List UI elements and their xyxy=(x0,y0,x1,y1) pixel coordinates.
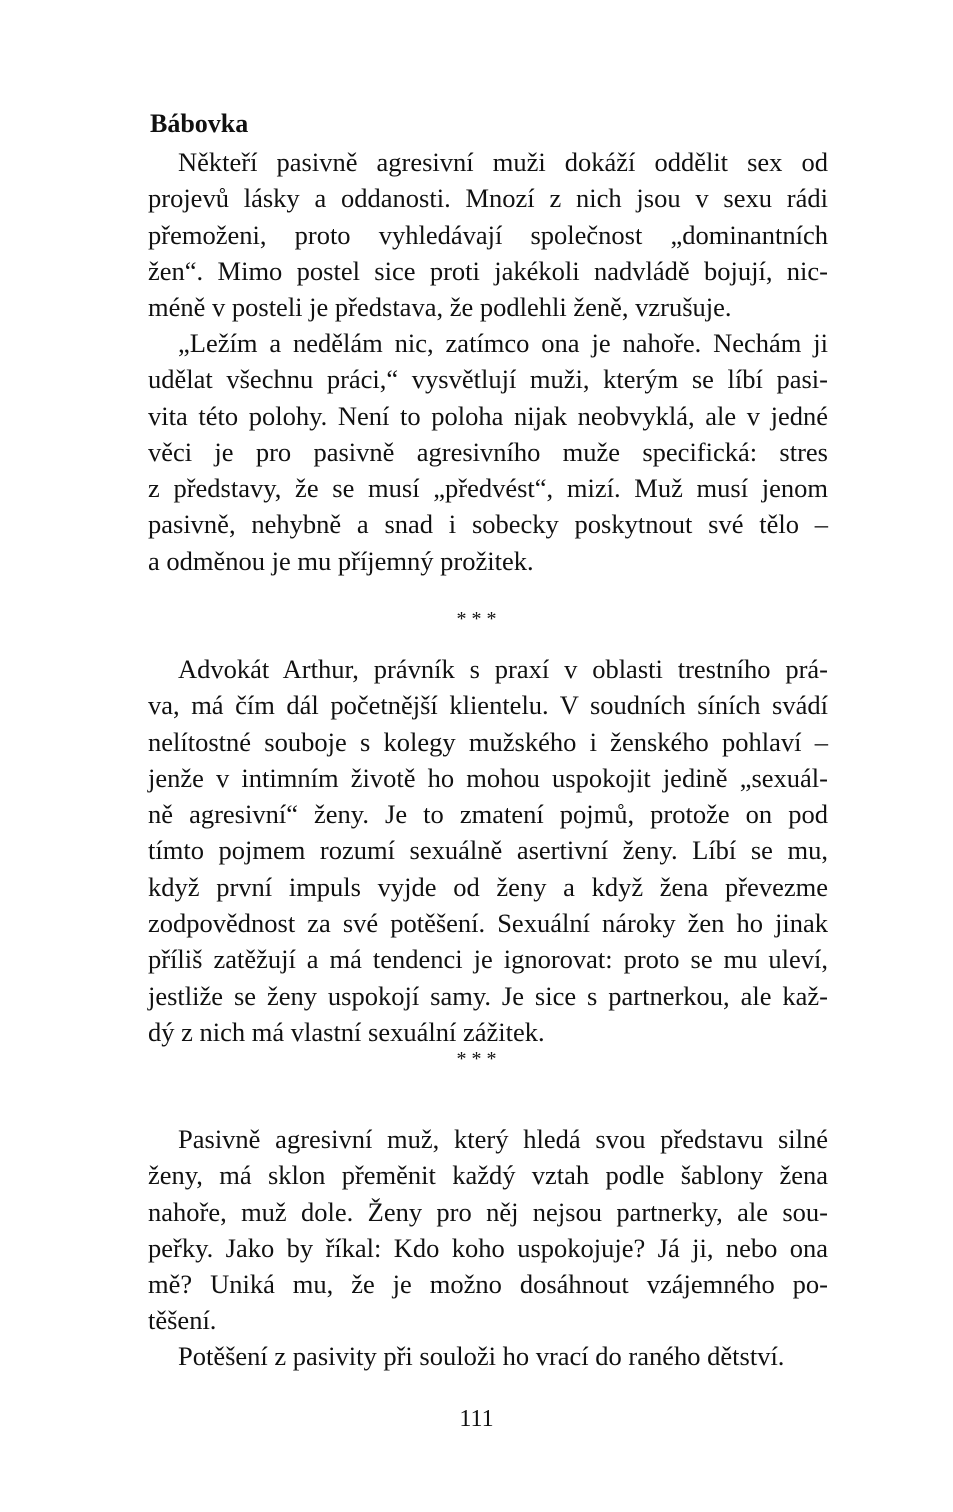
text-line: a odměnou je mu příjemný prožitek. xyxy=(148,545,534,576)
text-line: projevů lásky a oddanosti. Mnozí z nich jsou v sexu rádi xyxy=(148,183,828,214)
paragraph xyxy=(148,1338,828,1374)
text-line: přemoženi, proto vyhledávají společnost „dominantních xyxy=(148,219,828,250)
text-line: dý z nich má vlastní sexuální zážitek. xyxy=(148,1016,545,1047)
text-line: udělat všechnu práci,“ vysvětlují muži, kterým se líbí pasi- xyxy=(148,364,828,395)
paragraph xyxy=(148,1121,828,1339)
paragraph xyxy=(148,144,828,325)
text-line: ženy, má sklon přeměnit každý vztah podle šablony žena xyxy=(148,1160,828,1191)
text-line: jenže v intimním životě ho mohou uspokojit jedině „sexuál- xyxy=(148,762,828,793)
section-heading: Bábovka xyxy=(150,109,249,138)
text-line: příliš zatěžují a má tendenci je ignorovat: proto se mu uleví, xyxy=(148,944,828,975)
text-line: „Ležím a nedělám nic, zatímco ona je nahoře. Nechám ji xyxy=(178,328,828,358)
text-line: Pasivně agresivní muž, který hledá svou představu silné xyxy=(178,1124,828,1154)
paragraph xyxy=(148,325,828,579)
text-line: zodpovědnost za své potěšení. Sexuální nároky žen ho jinak xyxy=(148,908,828,939)
text-line: vita této polohy. Není to poloha nijak neobvyklá, ale v jedné xyxy=(148,400,828,431)
text-line: tímto pojmem rozumí sexuálně asertivní ženy. Líbí se mu, xyxy=(148,835,828,866)
text-line: nahoře, muž dole. Ženy pro něj nejsou partnerky, ale sou- xyxy=(148,1196,828,1227)
text-line: peřky. Jako by říkal: Kdo koho uspokojuje? Já ji, nebo ona xyxy=(148,1232,828,1263)
text-line: ně agresivní“ ženy. Je to zmatení pojmů, protože on pod xyxy=(148,799,828,830)
text-line: těšení. xyxy=(148,1305,217,1336)
text-line: mě? Uniká mu, že je možno dosáhnout vzájemného po- xyxy=(148,1269,828,1300)
text-line: jestliže se ženy uspokojí samy. Je sice s partnerkou, ale kaž- xyxy=(148,980,828,1011)
text-line: Někteří pasivně agresivní muži dokáží oddělit sex od xyxy=(178,147,828,177)
text-line: Potěšení z pasivity při souloži ho vrací do raného dětství. xyxy=(178,1341,785,1371)
text-line: nelítostné souboje s kolegy mužského i ženského pohlaví – xyxy=(148,726,828,757)
section-separator: * * * xyxy=(456,1048,497,1070)
text-line: z představy, že se musí „předvést“, mizí. Muž musí jenom xyxy=(148,473,828,504)
text-line: va, má čím dál početnější klientelu. V soudních síních svádí xyxy=(148,690,828,721)
page-number: 111 xyxy=(459,1406,494,1432)
section-separator: * * * xyxy=(456,608,497,630)
text-line: pasivně, nehybně a snad i sobecky poskytnout své tělo – xyxy=(148,509,828,540)
text-line: když první impuls vyjde od ženy a když žena převezme xyxy=(148,871,828,902)
text-line: méně v posteli je představa, že podlehli ženě, vzrušuje. xyxy=(148,292,732,323)
text-line: Advokát Arthur, právník s praxí v oblasti trestního prá- xyxy=(178,654,828,684)
text-line: věci je pro pasivně agresivního muže specifická: stres xyxy=(148,436,828,467)
text-line: žen“. Mimo postel sice proti jakékoli nadvládě bojují, nic- xyxy=(148,255,828,286)
paragraph xyxy=(148,651,828,1050)
